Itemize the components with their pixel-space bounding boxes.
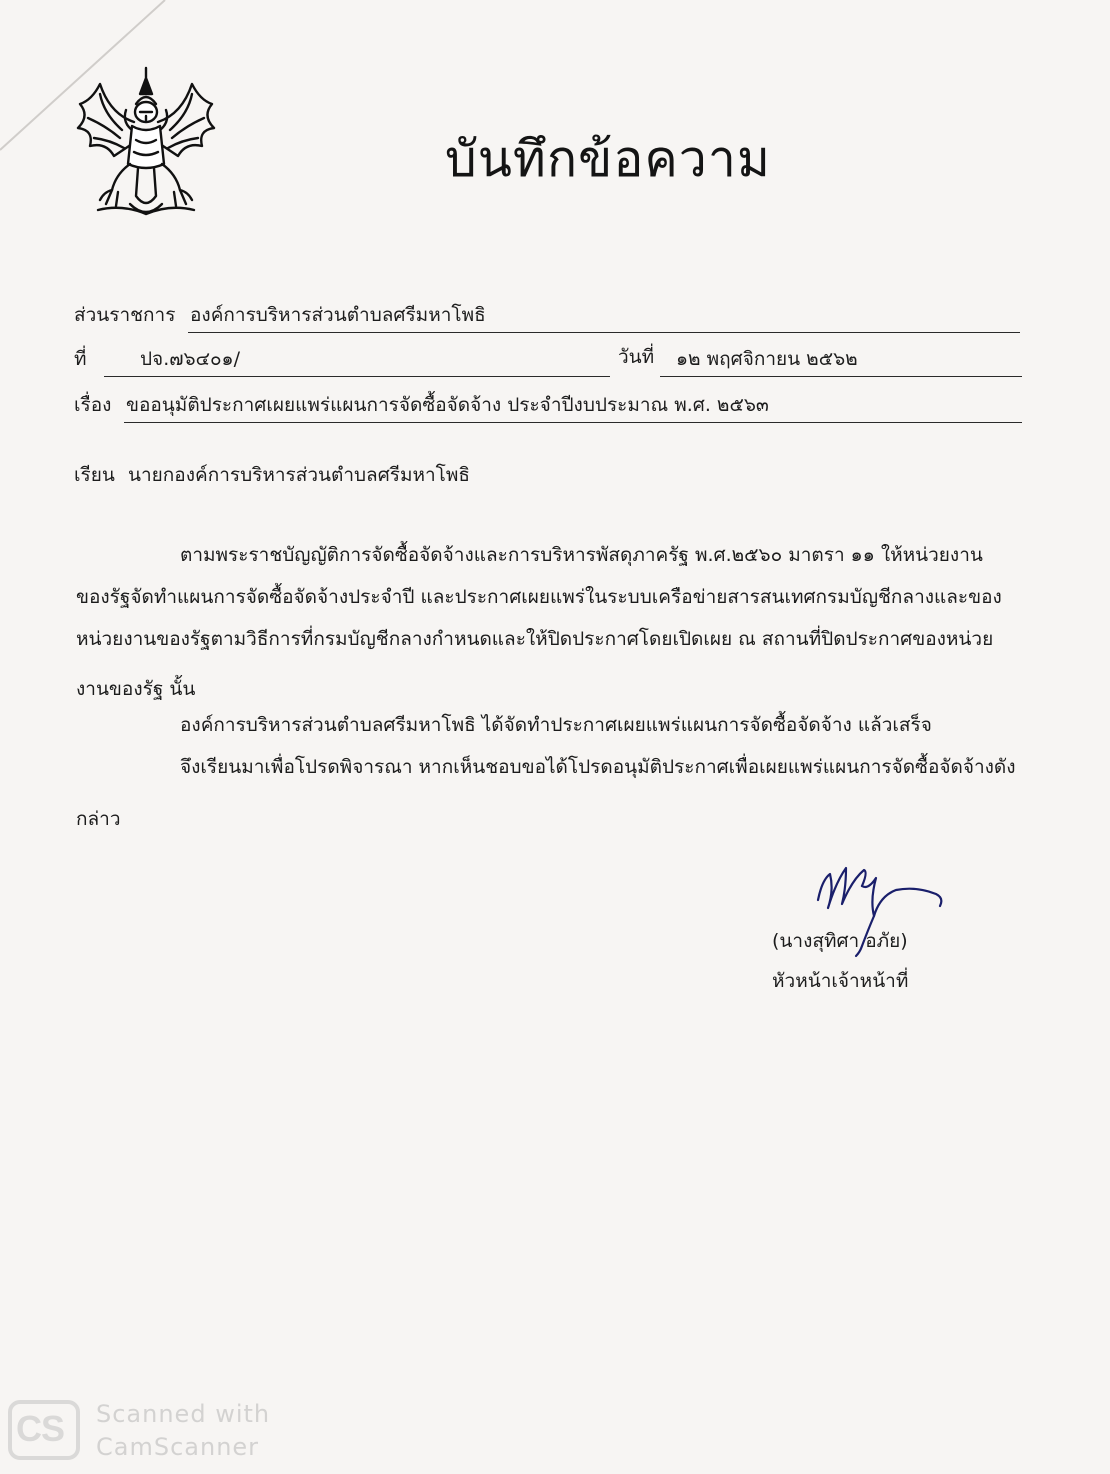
body-para2-line1: องค์การบริหารส่วนตำบลศรีมหาโพธิ ได้จัดทำประกาศเผยแพร่แผนการจัดซื้อจัดจ้าง แล้วเสร็จ: [180, 714, 932, 736]
body-para3-line1: จึงเรียนมาเพื่อโปรดพิจารณา หากเห็นชอบขอได้โปรดอนุมัติประกาศเพื่อเผยแพร่แผนการจัดซื้อจัดจ้างดัง: [180, 756, 1016, 778]
body-para1-line2: ของรัฐจัดทำแผนการจัดซื้อจัดจ้างประจำปี และประกาศเผยแพร่ในระบบเครือข่ายสารสนเทศกรมบัญชีกลางและของ: [76, 586, 1002, 608]
watermark-text: [96, 1398, 270, 1464]
camscanner-logo-icon: [8, 1400, 80, 1460]
watermark-line1: Scanned with: [96, 1400, 271, 1428]
ref-underline: [104, 376, 610, 377]
subject-value: ขออนุมัติประกาศเผยแพร่แผนการจัดซื้อจัดจ้าง ประจำปีงบประมาณ พ.ศ. ๒๕๖๓: [126, 394, 769, 416]
to-label: เรียน: [74, 464, 115, 486]
subject-underline: [124, 422, 1022, 423]
department-value: องค์การบริหารส่วนตำบลศรีมหาโพธิ: [190, 304, 486, 326]
date-label: วันที่: [618, 346, 655, 368]
body-para3-line2: กล่าว: [76, 808, 121, 830]
date-value: ๑๒ พฤศจิกายน ๒๕๖๒: [676, 348, 858, 370]
body-para1-line3: หน่วยงานของรัฐตามวิธีการที่กรมบัญชีกลางกำหนดและให้ปิดประกาศโดยเปิดเผย ณ สถานที่ปิดประกาศของหน่วย: [76, 628, 994, 650]
camscanner-logo-text: CS: [16, 1408, 65, 1449]
to-value: นายกองค์การบริหารส่วนตำบลศรีมหาโพธิ: [128, 464, 471, 486]
camscanner-watermark: [8, 1398, 298, 1468]
body-para1-line4: งานของรัฐ นั้น: [76, 678, 196, 700]
date-underline: [660, 376, 1022, 377]
page-title: บันทึกข้อความ: [445, 130, 771, 188]
department-label: ส่วนราชการ: [74, 304, 176, 326]
ref-value: ปจ.๗๖๔๐๑/: [140, 348, 241, 370]
garuda-emblem-icon: [70, 64, 222, 224]
body-para1-line1: ตามพระราชบัญญัติการจัดซื้อจัดจ้างและการบริหารพัสดุภาครัฐ พ.ศ.๒๕๖๐ มาตรา ๑๑ ให้หน่วยงาน: [180, 544, 983, 566]
department-underline: [188, 332, 1020, 333]
signatory-position: หัวหน้าเจ้าหน้าที่: [772, 970, 909, 992]
ref-label: ที่: [74, 348, 87, 370]
watermark-line2: CamScanner: [96, 1433, 260, 1461]
subject-label: เรื่อง: [74, 394, 112, 416]
signatory-name: (นางสุทิศา อภัย): [772, 930, 908, 952]
